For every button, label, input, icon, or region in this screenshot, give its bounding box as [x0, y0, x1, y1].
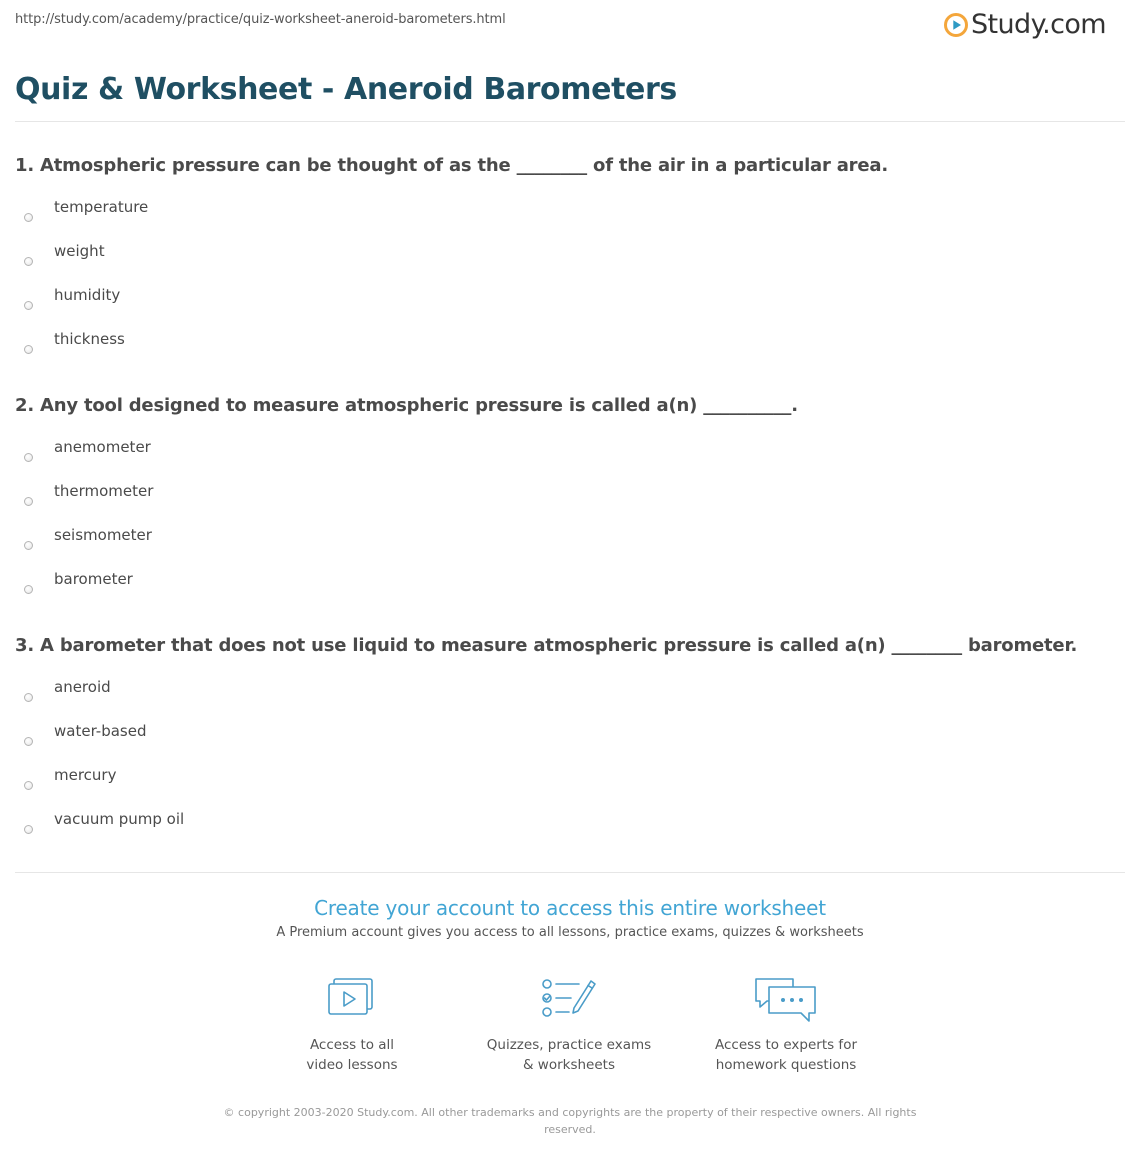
feature-label: Quizzes, practice exams & worksheets — [486, 1037, 652, 1073]
feature-video-lessons — [252, 975, 452, 1075]
study-logo[interactable] — [944, 6, 1106, 44]
answer-label: vacuum pump oil — [54, 810, 185, 828]
logo-text: Study.com — [971, 9, 1106, 40]
answer-option[interactable] — [15, 480, 1125, 524]
video-lessons-icon — [324, 975, 380, 1021]
feature-quizzes — [469, 975, 669, 1075]
answer-label: humidity — [54, 286, 121, 304]
answer-label: thermometer — [54, 482, 154, 500]
page-title: Quiz & Worksheet - Aneroid Barometers — [15, 72, 677, 107]
radio-button[interactable] — [24, 453, 33, 462]
answer-option[interactable] — [15, 240, 1125, 284]
answer-label: mercury — [54, 766, 117, 784]
radio-button[interactable] — [24, 257, 33, 266]
radio-button[interactable] — [24, 497, 33, 506]
play-logo-icon — [944, 13, 968, 37]
answer-list — [15, 676, 1125, 852]
answer-option[interactable] — [15, 808, 1125, 852]
radio-button[interactable] — [24, 781, 33, 790]
answer-option[interactable] — [15, 196, 1125, 240]
answer-option[interactable] — [15, 568, 1125, 612]
question-2 — [15, 394, 1125, 612]
answer-label: temperature — [54, 198, 149, 216]
radio-button[interactable] — [24, 585, 33, 594]
answer-label: weight — [54, 242, 105, 260]
answer-list — [15, 436, 1125, 612]
quiz-checklist-icon — [539, 975, 599, 1021]
radio-button[interactable] — [24, 825, 33, 834]
answer-label: aneroid — [54, 678, 111, 696]
divider — [15, 872, 1125, 873]
question-1 — [15, 154, 1125, 372]
answer-list — [15, 196, 1125, 372]
answer-label: barometer — [54, 570, 133, 588]
radio-button[interactable] — [24, 213, 33, 222]
radio-button[interactable] — [24, 737, 33, 746]
answer-label: thickness — [54, 330, 125, 348]
answer-option[interactable] — [15, 328, 1125, 372]
question-text: 3. A barometer that does not use liquid to measure atmospheric pressure is called a(n) ________ barometer. — [15, 635, 1078, 656]
question-text: 2. Any tool designed to measure atmospheric pressure is called a(n) __________. — [15, 395, 798, 416]
answer-label: seismometer — [54, 526, 152, 544]
answer-label: water-based — [54, 722, 147, 740]
feature-experts — [686, 975, 886, 1075]
answer-option[interactable] — [15, 720, 1125, 764]
answer-option[interactable] — [15, 676, 1125, 720]
radio-button[interactable] — [24, 301, 33, 310]
signup-cta — [0, 894, 1140, 942]
radio-button[interactable] — [24, 345, 33, 354]
page-url: http://study.com/academy/practice/quiz-worksheet-aneroid-barometers.html — [15, 12, 506, 27]
feature-label: Access to experts for homework questions — [714, 1037, 857, 1073]
copyright-notice: © copyright 2003-2020 Study.com. All other trademarks and copyrights are the property of their respective owners. All rights reserved. — [223, 1106, 917, 1136]
divider — [15, 121, 1125, 122]
cta-subheading: A Premium account gives you access to all lessons, practice exams, quizzes & worksheets — [276, 925, 864, 940]
question-3 — [15, 634, 1125, 852]
radio-button[interactable] — [24, 693, 33, 702]
answer-option[interactable] — [15, 436, 1125, 480]
answer-label: anemometer — [54, 438, 151, 456]
radio-button[interactable] — [24, 541, 33, 550]
answer-option[interactable] — [15, 764, 1125, 808]
premium-features — [0, 975, 1140, 1085]
chat-experts-icon — [753, 975, 819, 1027]
question-text: 1. Atmospheric pressure can be thought of as the ________ of the air in a particular area. — [15, 155, 888, 176]
answer-option[interactable] — [15, 284, 1125, 328]
feature-label: Access to all video lessons — [306, 1037, 398, 1073]
cta-heading-link[interactable]: Create your account to access this entire worksheet — [314, 896, 826, 920]
answer-option[interactable] — [15, 524, 1125, 568]
